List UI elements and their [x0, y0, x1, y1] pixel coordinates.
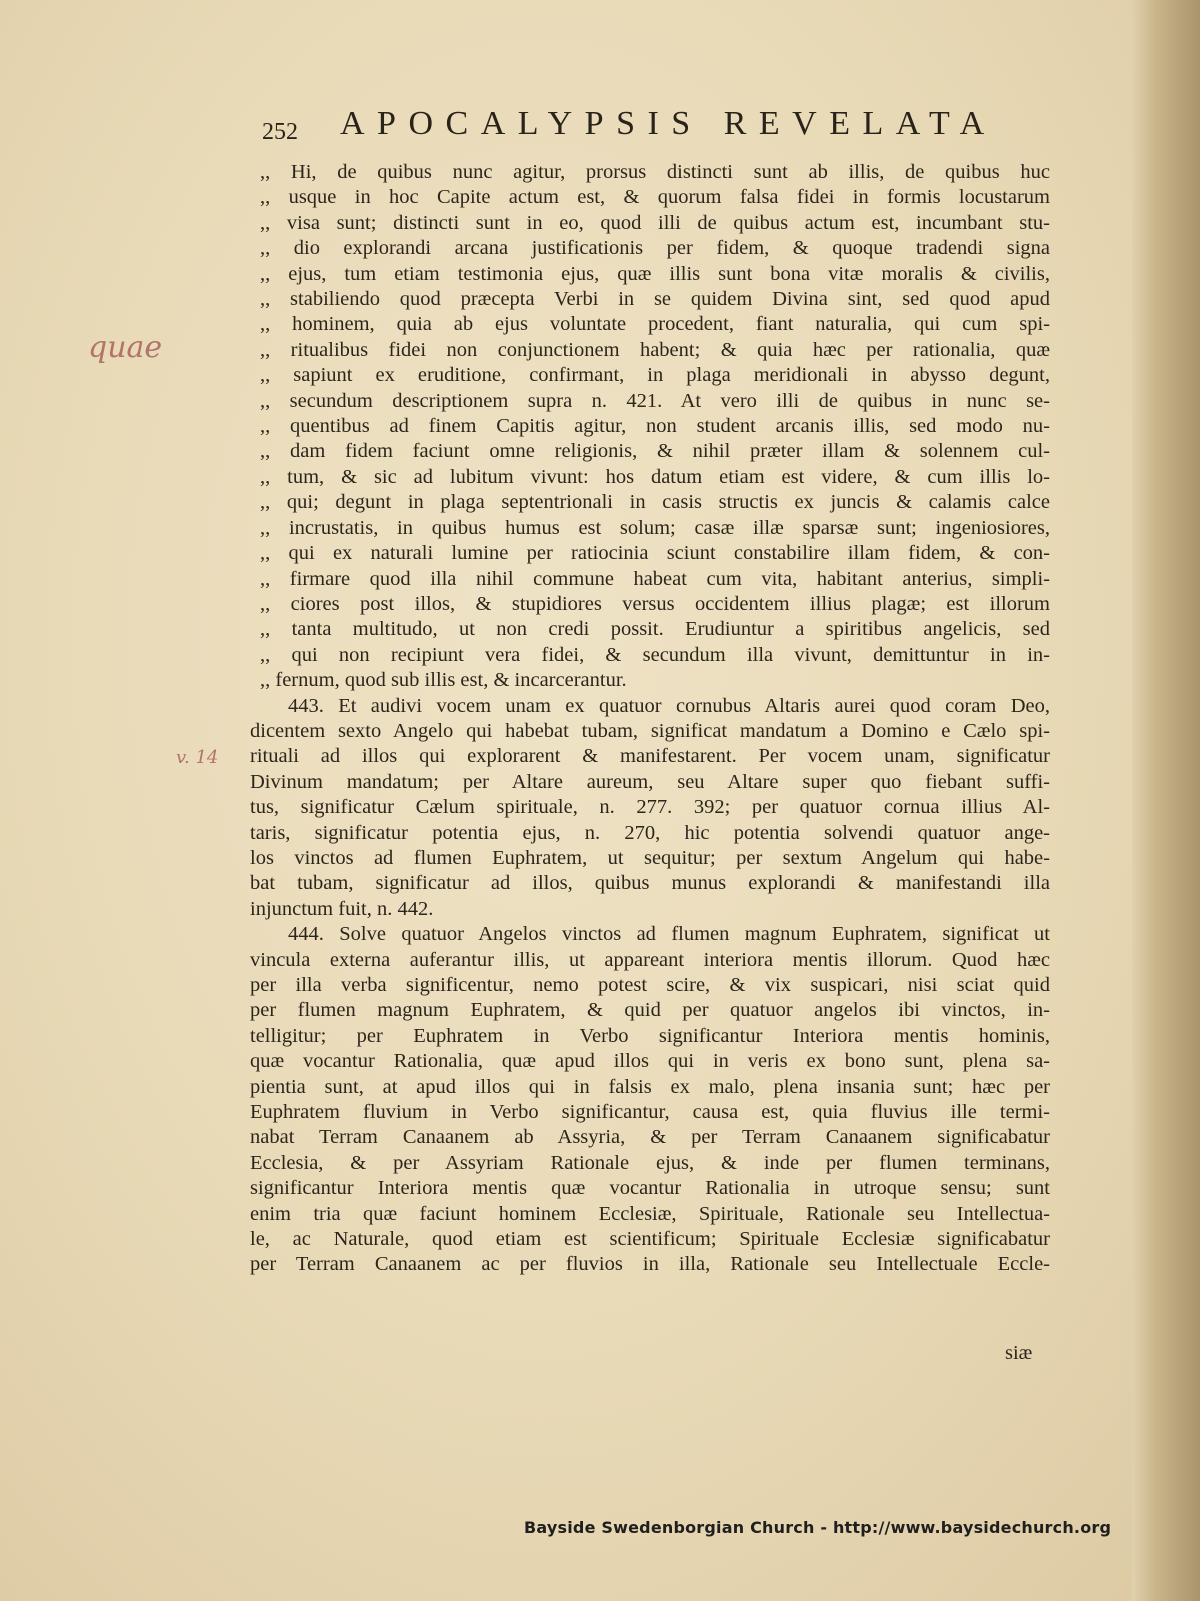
text-line: ,, secundum descriptionem supra n. 421. At vero illi de quibus in nunc se-	[260, 389, 1050, 412]
text-line: ,, tanta multitudo, ut non credi possit. Erudiuntur a spiritibus angelicis, sed	[260, 618, 1050, 641]
text-line: ,, sapiunt ex eruditione, confirmant, in plaga meridionali in abysso degunt,	[260, 364, 1050, 387]
text-line: ,, fernum, quod sub illis est, & incarcerantur.	[260, 669, 627, 692]
text-line: ,, qui ex naturali lumine per ratiocinia sciunt constabilire illam fidem, & con-	[260, 542, 1050, 565]
text-line: per illa verba significentur, nemo potest scire, & vix suspicari, nisi sciat quid	[250, 974, 1050, 996]
text-line: pientia sunt, at apud illos qui in falsis ex malo, plena insania sunt; hæc per	[250, 1075, 1050, 1098]
text-line: ,, ritualibus fidei non conjunctionem habent; & quia hæc per rationalia, quæ	[260, 338, 1050, 361]
text-line: per Terram Canaanem ac per fluvios in illa, Rationale seu Intellectuale Eccle-	[250, 1253, 1050, 1276]
margin-note-verse-ref: v. 14	[176, 747, 219, 768]
text-line: ,, hominem, quia ab ejus voluntate procedent, fiant naturalia, qui cum spi-	[260, 313, 1050, 336]
page-number: 252	[262, 119, 298, 145]
text-line: ,, tum, & sic ad lubitum vivunt: hos datum etiam est videre, & cum illis lo-	[260, 465, 1050, 488]
text-line: enim tria quæ faciunt hominem Ecclesiæ, Spirituale, Rationale seu Intellectua-	[250, 1202, 1050, 1225]
page-edge-shadow	[1132, 0, 1200, 1601]
text-line: Euphratem fluvium in Verbo significantur, causa est, quia fluvius ille termi-	[250, 1101, 1050, 1124]
text-line: vincula externa auferantur illis, ut appareant interiora mentis illorum. Quod hæc	[250, 948, 1050, 971]
running-title: APOCALYPSIS REVELATA	[340, 105, 997, 142]
text-line: ,, stabiliendo quod præcepta Verbi in se quidem Divina sint, sed quod apud	[260, 288, 1050, 311]
text-line: ,, dio explorandi arcana justificationis per fidem, & quoque tradendi signa	[260, 237, 1050, 260]
text-line: le, ac Naturale, quod etiam est scientificum; Spirituale Ecclesiæ significabatur	[250, 1228, 1050, 1251]
text-line: Ecclesia, & per Assyriam Rationale ejus, & inde per flumen terminans,	[250, 1151, 1050, 1174]
text-line: telligitur; per Euphratem in Verbo significantur Interiora mentis hominis,	[250, 1024, 1050, 1047]
text-line: ,, firmare quod illa nihil commune habeat cum vita, habitant anterius, simpli-	[260, 567, 1050, 590]
text-line: significantur Interiora mentis quæ vocantur Rationalia in utroque sensu; sunt	[250, 1177, 1050, 1200]
watermark-credit: Bayside Swedenborgian Church - http://www.baysidechurch.org	[524, 1518, 1112, 1537]
text-line: ,, ejus, tum etiam testimonia ejus, quæ illis sunt bona vitæ moralis & civilis,	[260, 262, 1050, 285]
text-line: tus, significatur Cælum spirituale, n. 277. 392; per quatuor cornua illius Al-	[250, 796, 1050, 819]
text-line: taris, significatur potentia ejus, n. 270, hic potentia solvendi quatuor ange-	[250, 821, 1050, 844]
text-line: bat tubam, significatur ad illos, quibus munus explorandi & manifestandi illa	[250, 872, 1050, 895]
text-line: ,, qui non recipiunt vera fidei, & secundum illa vivunt, demittuntur in in-	[260, 643, 1050, 666]
text-line: ,, quentibus ad finem Capitis agitur, non student arcanis illis, sed modo nu-	[260, 415, 1050, 438]
text-line: los vinctos ad flumen Euphratem, ut sequitur; per sextum Angelum qui habe-	[250, 846, 1050, 869]
text-line: Divinum mandatum; per Altare aureum, seu Altare super quo fiebant suffi-	[250, 770, 1050, 793]
body-text	[250, 160, 1050, 1278]
text-line: per flumen magnum Euphratem, & quid per quatuor angelos ibi vinctos, in-	[250, 999, 1050, 1022]
text-line: ,, dam fidem faciunt omne religionis, & nihil præter illam & solennem cul-	[260, 440, 1050, 463]
catchword: siæ	[1005, 1342, 1033, 1364]
text-line: injunctum fuit, n. 442.	[250, 897, 434, 920]
text-line: rituali ad illos qui explorarent & manifestarent. Per vocem unam, significatur	[250, 745, 1050, 768]
text-line: quæ vocantur Rationalia, quæ apud illos qui in veris ex bono sunt, plena sa-	[250, 1050, 1050, 1073]
text-line: ,, incrustatis, in quibus humus est solum; casæ illæ sparsæ sunt; ingeniosiores,	[260, 516, 1050, 539]
text-line: dicentem sexto Angelo qui habebat tubam, significat mandatum a Domino e Cælo spi-	[250, 719, 1050, 742]
paragraph-443-start: 443. Et audivi vocem unam ex quatuor cornubus Altaris aurei quod coram Deo,	[288, 694, 1050, 717]
running-header	[262, 105, 1032, 155]
text-line: ,, ciores post illos, & stupidiores versus occidentem illius plagæ; est illorum	[260, 592, 1050, 615]
text-line: ,, visa sunt; distincti sunt in eo, quod illi de quibus actum est, incumbant stu-	[260, 211, 1050, 234]
paragraph-444-start: 444. Solve quatuor Angelos vinctos ad flumen magnum Euphratem, significat ut	[288, 923, 1050, 946]
text-line: ,, Hi, de quibus nunc agitur, prorsus distincti sunt ab illis, de quibus huc	[260, 161, 1050, 183]
text-line: ,, usque in hoc Capite actum est, & quorum falsa fidei in formis locustarum	[260, 186, 1050, 209]
text-line: nabat Terram Canaanem ab Assyria, & per Terram Canaanem significabatur	[250, 1126, 1050, 1149]
text-line: ,, qui; degunt in plaga septentrionali in casis structis ex juncis & calamis calce	[260, 491, 1050, 514]
margin-note-handwritten: quae	[88, 330, 163, 365]
